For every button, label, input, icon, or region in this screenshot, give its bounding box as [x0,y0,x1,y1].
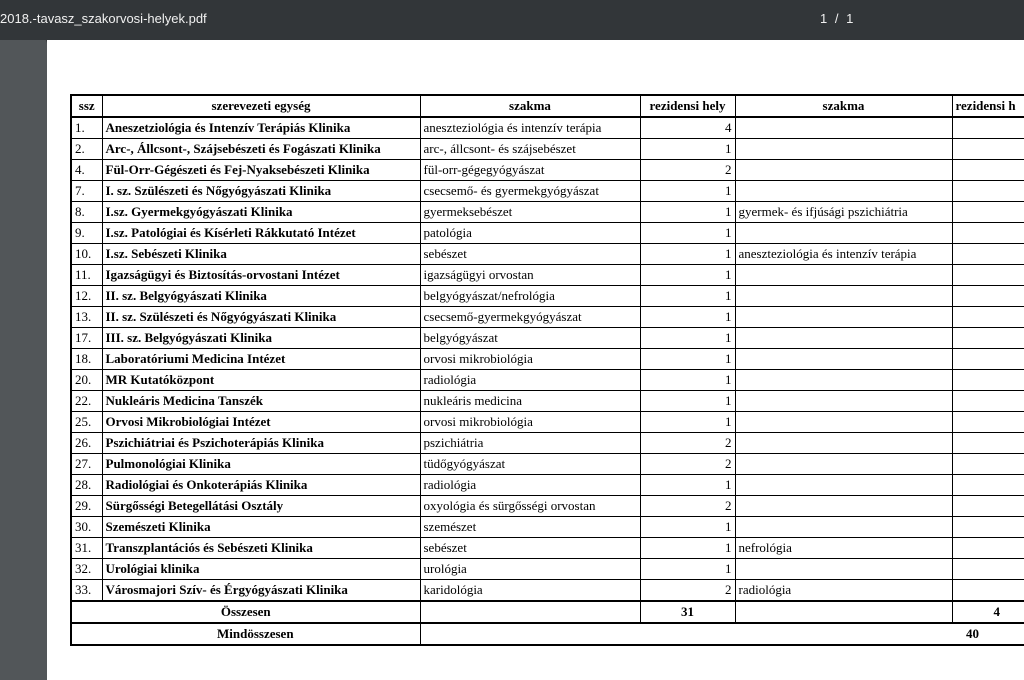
row-specialty-2 [735,349,952,370]
row-places-1: 1 [640,307,735,328]
row-places-2 [952,454,1024,475]
row-places-1: 1 [640,538,735,559]
row-specialty-1: tüdőgyógyászat [420,454,640,475]
row-ssz: 4. [71,160,102,181]
total-label: Összesen [71,601,420,623]
page-counter: 1 / 1 [820,11,854,26]
row-specialty-1: nukleáris medicina [420,391,640,412]
row-ssz: 11. [71,265,102,286]
row-places-2 [952,181,1024,202]
row-unit: Igazságügyi és Biztosítás-orvostani Intézet [102,265,420,286]
row-unit: I.sz. Gyermekgyógyászati Klinika [102,202,420,223]
row-places-1: 1 [640,349,735,370]
total-empty-1 [420,601,640,623]
row-specialty-2 [735,328,952,349]
residency-table [70,94,1024,646]
table-row [71,202,1024,223]
row-places-2 [952,370,1024,391]
row-specialty-1: igazságügyi orvostan [420,265,640,286]
row-places-2 [952,580,1024,602]
pdf-toolbar [0,0,1024,40]
row-places-1: 1 [640,181,735,202]
row-ssz: 10. [71,244,102,265]
header-unit: szerevezeti egység [102,95,420,117]
row-specialty-1: urológia [420,559,640,580]
row-specialty-1: arc-, állcsont- és szájsebészet [420,139,640,160]
row-unit: I.sz. Sebészeti Klinika [102,244,420,265]
row-specialty-2 [735,412,952,433]
row-ssz: 12. [71,286,102,307]
total-empty-2 [735,601,952,623]
row-places-2 [952,391,1024,412]
row-specialty-1: gyermeksebészet [420,202,640,223]
row-ssz: 18. [71,349,102,370]
row-places-2 [952,244,1024,265]
row-specialty-2 [735,391,952,412]
row-ssz: 22. [71,391,102,412]
table-row [71,117,1024,139]
row-unit: Pszichiátriai és Pszichoterápiás Klinika [102,433,420,454]
row-specialty-1: sebészet [420,538,640,559]
row-unit: Pulmonológiai Klinika [102,454,420,475]
row-places-2 [952,496,1024,517]
row-places-2 [952,349,1024,370]
row-specialty-1: orvosi mikrobiológia [420,349,640,370]
row-places-2 [952,286,1024,307]
row-ssz: 9. [71,223,102,244]
row-specialty-1: karidológia [420,580,640,602]
row-ssz: 32. [71,559,102,580]
row-specialty-2 [735,160,952,181]
row-places-2 [952,559,1024,580]
row-unit: Fül-Orr-Gégészeti és Fej-Nyaksebészeti Klinika [102,160,420,181]
row-specialty-1: orvosi mikrobiológia [420,412,640,433]
header-ssz: ssz [71,95,102,117]
row-places-2 [952,328,1024,349]
row-ssz: 7. [71,181,102,202]
row-places-1: 2 [640,160,735,181]
row-places-1: 1 [640,370,735,391]
viewer-sidebar [0,40,46,666]
row-specialty-1: csecsemő-gyermekgyógyászat [420,307,640,328]
row-unit: III. sz. Belgyógyászati Klinika [102,328,420,349]
row-specialty-2 [735,223,952,244]
row-ssz: 1. [71,117,102,139]
row-specialty-2 [735,181,952,202]
row-places-2 [952,517,1024,538]
table-row [71,265,1024,286]
table-row [71,160,1024,181]
row-ssz: 25. [71,412,102,433]
row-specialty-1: szemészet [420,517,640,538]
row-unit: MR Kutatóközpont [102,370,420,391]
row-specialty-2 [735,139,952,160]
row-unit: Transzplantációs és Sebészeti Klinika [102,538,420,559]
row-specialty-2 [735,517,952,538]
table-row [71,475,1024,496]
row-specialty-2: aneszteziológia és intenzív terápia [735,244,952,265]
row-specialty-2 [735,265,952,286]
total-places-2: 4 [952,601,1024,623]
row-places-1: 1 [640,475,735,496]
row-places-1: 1 [640,517,735,538]
row-specialty-2 [735,454,952,475]
table-row [71,328,1024,349]
row-ssz: 2. [71,139,102,160]
row-places-2 [952,433,1024,454]
row-places-1: 2 [640,496,735,517]
row-specialty-2 [735,286,952,307]
row-specialty-2 [735,475,952,496]
header-specialty-1: szakma [420,95,640,117]
row-ssz: 8. [71,202,102,223]
row-ssz: 20. [71,370,102,391]
row-specialty-2 [735,307,952,328]
row-specialty-2 [735,370,952,391]
grand-total-row [71,623,1024,645]
row-places-1: 1 [640,265,735,286]
header-places-1: rezidensi hely [640,95,735,117]
grand-total-empty [420,623,952,645]
table-row [71,349,1024,370]
row-places-1: 2 [640,580,735,602]
row-specialty-1: patológia [420,223,640,244]
row-specialty-1: radiológia [420,370,640,391]
row-places-1: 1 [640,328,735,349]
row-places-2 [952,160,1024,181]
row-ssz: 27. [71,454,102,475]
row-unit: II. sz. Szülészeti és Nőgyógyászati Klinika [102,307,420,328]
table-row [71,412,1024,433]
row-unit: Sürgősségi Betegellátási Osztály [102,496,420,517]
row-places-1: 2 [640,454,735,475]
row-specialty-1: belgyógyászat/nefrológia [420,286,640,307]
row-specialty-1: belgyógyászat [420,328,640,349]
row-places-1: 1 [640,412,735,433]
row-places-1: 1 [640,244,735,265]
row-ssz: 29. [71,496,102,517]
row-specialty-1: fül-orr-gégegyógyászat [420,160,640,181]
row-unit: I.sz. Patológiai és Kísérleti Rákkutató Intézet [102,223,420,244]
row-unit: Szemészeti Klinika [102,517,420,538]
row-places-1: 2 [640,433,735,454]
row-ssz: 33. [71,580,102,602]
table-row [71,370,1024,391]
header-places-2: rezidensi h [952,95,1024,117]
grand-total-value: 40 [952,623,1024,645]
row-specialty-1: radiológia [420,475,640,496]
document-title: 2018.-tavasz_szakorvosi-helyek.pdf [0,11,207,26]
row-unit: Aneszetziológia és Intenzív Terápiás Klinika [102,117,420,139]
row-specialty-2: nefrológia [735,538,952,559]
pdf-page [47,40,1024,680]
row-unit: I. sz. Szülészeti és Nőgyógyászati Klinika [102,181,420,202]
row-places-2 [952,475,1024,496]
row-specialty-2 [735,433,952,454]
total-row [71,601,1024,623]
row-specialty-2: gyermek- és ifjúsági pszichiátria [735,202,952,223]
row-unit: Városmajori Szív- és Érgyógyászati Klinika [102,580,420,602]
row-specialty-2 [735,496,952,517]
table-row [71,391,1024,412]
row-ssz: 17. [71,328,102,349]
row-specialty-1: aneszteziológia és intenzív terápia [420,117,640,139]
row-places-2 [952,202,1024,223]
row-unit: Urológiai klinika [102,559,420,580]
row-places-2 [952,412,1024,433]
row-ssz: 31. [71,538,102,559]
table-row [71,286,1024,307]
table-row [71,244,1024,265]
row-specialty-1: oxyológia és sürgősségi orvostan [420,496,640,517]
row-unit: Laboratóriumi Medicina Intézet [102,349,420,370]
row-places-1: 1 [640,223,735,244]
row-ssz: 26. [71,433,102,454]
grand-total-label: Mindösszesen [71,623,420,645]
row-places-2 [952,307,1024,328]
table-row [71,223,1024,244]
table-row [71,181,1024,202]
row-specialty-1: pszichiátria [420,433,640,454]
table-row [71,496,1024,517]
row-ssz: 30. [71,517,102,538]
row-places-2 [952,223,1024,244]
table-row [71,517,1024,538]
row-unit: Radiológiai és Onkoterápiás Klinika [102,475,420,496]
row-places-2 [952,538,1024,559]
row-places-1: 4 [640,117,735,139]
header-specialty-2: szakma [735,95,952,117]
row-ssz: 13. [71,307,102,328]
row-unit: II. sz. Belgyógyászati Klinika [102,286,420,307]
table-row [71,580,1024,602]
row-unit: Nukleáris Medicina Tanszék [102,391,420,412]
row-places-1: 1 [640,391,735,412]
row-places-1: 1 [640,286,735,307]
row-places-1: 1 [640,559,735,580]
row-specialty-1: sebészet [420,244,640,265]
row-places-1: 1 [640,139,735,160]
table-row [71,538,1024,559]
table-row [71,559,1024,580]
row-places-2 [952,117,1024,139]
table-header-row [71,95,1024,117]
row-specialty-2: radiológia [735,580,952,602]
table-row [71,139,1024,160]
table-row [71,307,1024,328]
row-unit: Orvosi Mikrobiológiai Intézet [102,412,420,433]
row-places-1: 1 [640,202,735,223]
row-unit: Arc-, Állcsont-, Szájsebészeti és Fogászati Klinika [102,139,420,160]
total-places-1: 31 [640,601,735,623]
row-ssz: 28. [71,475,102,496]
row-specialty-1: csecsemő- és gyermekgyógyászat [420,181,640,202]
row-places-2 [952,139,1024,160]
row-specialty-2 [735,559,952,580]
table-row [71,433,1024,454]
table-row [71,454,1024,475]
row-places-2 [952,265,1024,286]
row-specialty-2 [735,117,952,139]
